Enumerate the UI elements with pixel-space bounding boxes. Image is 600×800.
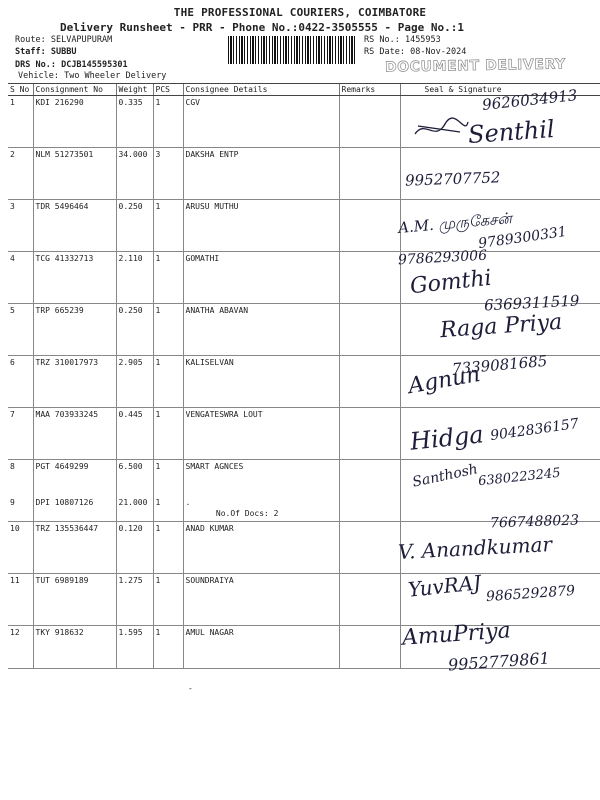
runsheet-table xyxy=(8,83,600,669)
footer-mark: - xyxy=(188,684,193,693)
signature-6-name: Agnun xyxy=(406,361,483,400)
cell-weight: 34.000 xyxy=(116,148,153,200)
cell-weight: 0.445 xyxy=(116,408,153,460)
cell-weight: 2.905 xyxy=(116,356,153,408)
consignee-text: . xyxy=(185,497,191,507)
cell-sno: 4 xyxy=(8,252,33,304)
signature-3-name: A.M. முருகேசன் xyxy=(397,209,513,237)
cell-consignee: AMUL NAGAR xyxy=(183,626,339,669)
runsheet-title: Delivery Runsheet - PRR - Phone No.:0422-3505555 - Page No.:1 xyxy=(60,21,464,34)
cell-weight: 1.275 xyxy=(116,574,153,626)
cell-consignment: TRZ 135536447 xyxy=(33,522,116,574)
col-consignee: Consignee Details xyxy=(183,84,339,96)
cell-sno: 10 xyxy=(8,522,33,574)
cell-weight: 0.120 xyxy=(116,522,153,574)
cell-consignment: TRP 665239 xyxy=(33,304,116,356)
cell-remarks xyxy=(339,626,400,669)
rs-no-line xyxy=(364,35,441,45)
barcode-icon xyxy=(228,36,356,64)
cell-sno: 11 xyxy=(8,574,33,626)
cell-consignee: KALISELVAN xyxy=(183,356,339,408)
col-weight: Weight xyxy=(116,84,153,96)
signature-5-name: Raga Priya xyxy=(439,309,564,344)
cell-weight: 0.250 xyxy=(116,304,153,356)
cell-remarks xyxy=(339,304,400,356)
cell-pcs: 1 xyxy=(153,408,183,460)
cell-remarks xyxy=(339,252,400,304)
cell-consignee: VENGATESWRA LOUT xyxy=(183,408,339,460)
drs-value: DCJB145595301 xyxy=(61,60,128,70)
cell-consignee: ANAD KUMAR xyxy=(183,522,339,574)
cell-weight: 0.335 xyxy=(116,96,153,148)
cell-pcs: 3 xyxy=(153,148,183,200)
col-seal-signature: Seal & Signature xyxy=(400,84,600,96)
staff-label: Staff: xyxy=(15,47,46,57)
cell-remarks xyxy=(339,408,400,460)
cell-consignee: ARUSU MUTHU xyxy=(183,200,339,252)
rs-date-label: RS Date: xyxy=(364,47,405,57)
cell-sno: 2 xyxy=(8,148,33,200)
signature-4-name: Gomthi xyxy=(408,265,493,300)
cell-sno: 1 xyxy=(8,96,33,148)
cell-consignee xyxy=(183,496,339,522)
cell-pcs: 1 xyxy=(153,522,183,574)
cell-remarks xyxy=(339,522,400,574)
scribble-mark-icon xyxy=(410,114,470,144)
docs-count: No.Of Docs: 2 xyxy=(215,508,279,518)
cell-pcs: 1 xyxy=(153,460,183,496)
signature-1-phone: 9626034913 xyxy=(481,86,579,114)
route-label: Route: xyxy=(15,35,46,45)
cell-consignee: ANATHA ABAVAN xyxy=(183,304,339,356)
signature-11-name: YuvRAJ xyxy=(406,570,483,602)
rs-date-line xyxy=(364,47,466,57)
signature-10-name: V. Anandkumar xyxy=(397,531,553,565)
route-value: SELVAPUPURAM xyxy=(50,35,113,45)
cell-pcs: 1 xyxy=(153,304,183,356)
cell-weight: 2.110 xyxy=(116,252,153,304)
vehicle-value: Two Wheeler Delivery xyxy=(64,71,167,81)
cell-pcs: 1 xyxy=(153,626,183,669)
signature-12-name: AmuPriya xyxy=(401,618,512,651)
vehicle-label: Vehicle: xyxy=(18,71,59,81)
signature-8-phone: 6380223245 xyxy=(477,465,562,490)
cell-consignment: TKY 918632 xyxy=(33,626,116,669)
rs-no-label: RS No.: xyxy=(364,35,400,45)
cell-pcs: 1 xyxy=(153,496,183,522)
cell-weight: 0.250 xyxy=(116,200,153,252)
rs-no-value: 1455953 xyxy=(404,35,441,45)
cell-sno: 9 xyxy=(8,496,33,522)
cell-remarks xyxy=(339,200,400,252)
cell-consignment: NLM 51273501 xyxy=(33,148,116,200)
cell-sno: 8 xyxy=(10,462,15,471)
cell-consignment: TDR 5496464 xyxy=(33,200,116,252)
cell-remarks xyxy=(339,574,400,626)
cell-weight: 6.500 xyxy=(116,460,153,496)
cell-remarks xyxy=(339,356,400,408)
table-row xyxy=(8,148,600,200)
cell-remarks xyxy=(339,148,400,200)
cell-consignee: CGV xyxy=(183,96,339,148)
cell-consignment: TUT 6989189 xyxy=(33,574,116,626)
cell-consignee: DAKSHA ENTP xyxy=(183,148,339,200)
cell-sno: 7 xyxy=(8,408,33,460)
cell-weight: 1.595 xyxy=(116,626,153,669)
cell-sno: 12 xyxy=(8,626,33,669)
signature-1-name: Senthil xyxy=(467,115,556,149)
cell-weight: 21.000 xyxy=(116,496,153,522)
rs-date-value: 08-Nov-2024 xyxy=(410,47,467,57)
cell-consignment: KDI 216290 xyxy=(33,96,116,148)
cell-remarks xyxy=(339,460,400,496)
staff-line xyxy=(15,47,76,57)
cell-sno: 5 xyxy=(8,304,33,356)
col-remarks: Remarks xyxy=(339,84,400,96)
signature-3-phone: 9789300331 xyxy=(477,223,568,253)
drs-label: DRS No.: xyxy=(15,60,56,70)
signature-10-phone: 7667488023 xyxy=(489,512,580,532)
col-consignment: Consignment No xyxy=(33,84,116,96)
signature-12-phone: 9952779861 xyxy=(447,648,551,675)
signature-2-phone: 9952707752 xyxy=(404,168,501,190)
cell-consignment: MAA 703933245 xyxy=(33,408,116,460)
cell-pcs: 1 xyxy=(153,356,183,408)
cell-consignment: PGT 4649299 xyxy=(33,460,116,496)
signature-8-name: Santhosh xyxy=(411,461,480,491)
cell-consignee: SMART AGNCES xyxy=(183,460,339,496)
cell-remarks xyxy=(339,96,400,148)
cell-pcs: 1 xyxy=(153,574,183,626)
cell-sno: 6 xyxy=(8,356,33,408)
document-delivery-stamp: DOCUMENT DELIVERY xyxy=(384,56,567,76)
cell-pcs: 1 xyxy=(153,200,183,252)
signature-7-name: Hidga xyxy=(408,420,485,456)
cell-consignment: TCG 41332713 xyxy=(33,252,116,304)
col-sno: S No xyxy=(8,84,33,96)
cell-consignment: TRZ 310017973 xyxy=(33,356,116,408)
signature-5-phone: 6369311519 xyxy=(483,291,580,315)
signature-7-phone: 9042836157 xyxy=(489,415,580,445)
cell-remarks xyxy=(339,496,400,522)
cell-pcs: 1 xyxy=(153,252,183,304)
signature-11-phone: 9865292879 xyxy=(485,582,576,606)
signature-4-phone: 9786293006 xyxy=(397,247,488,269)
staff-value: SUBBU xyxy=(50,47,77,57)
company-title: THE PROFESSIONAL COURIERS, COIMBATORE xyxy=(173,6,427,19)
signature-6-phone: 7339081685 xyxy=(451,351,549,379)
cell-consignment: DPI 10807126 xyxy=(33,496,116,522)
cell-consignee: SOUNDRAIYA xyxy=(183,574,339,626)
route-line xyxy=(15,35,112,45)
cell-sno: 3 xyxy=(8,200,33,252)
cell-consignee: GOMATHI xyxy=(183,252,339,304)
drs-line xyxy=(15,60,128,70)
cell-pcs: 1 xyxy=(153,96,183,148)
col-pcs: PCS xyxy=(153,84,183,96)
vehicle-line xyxy=(18,71,166,81)
